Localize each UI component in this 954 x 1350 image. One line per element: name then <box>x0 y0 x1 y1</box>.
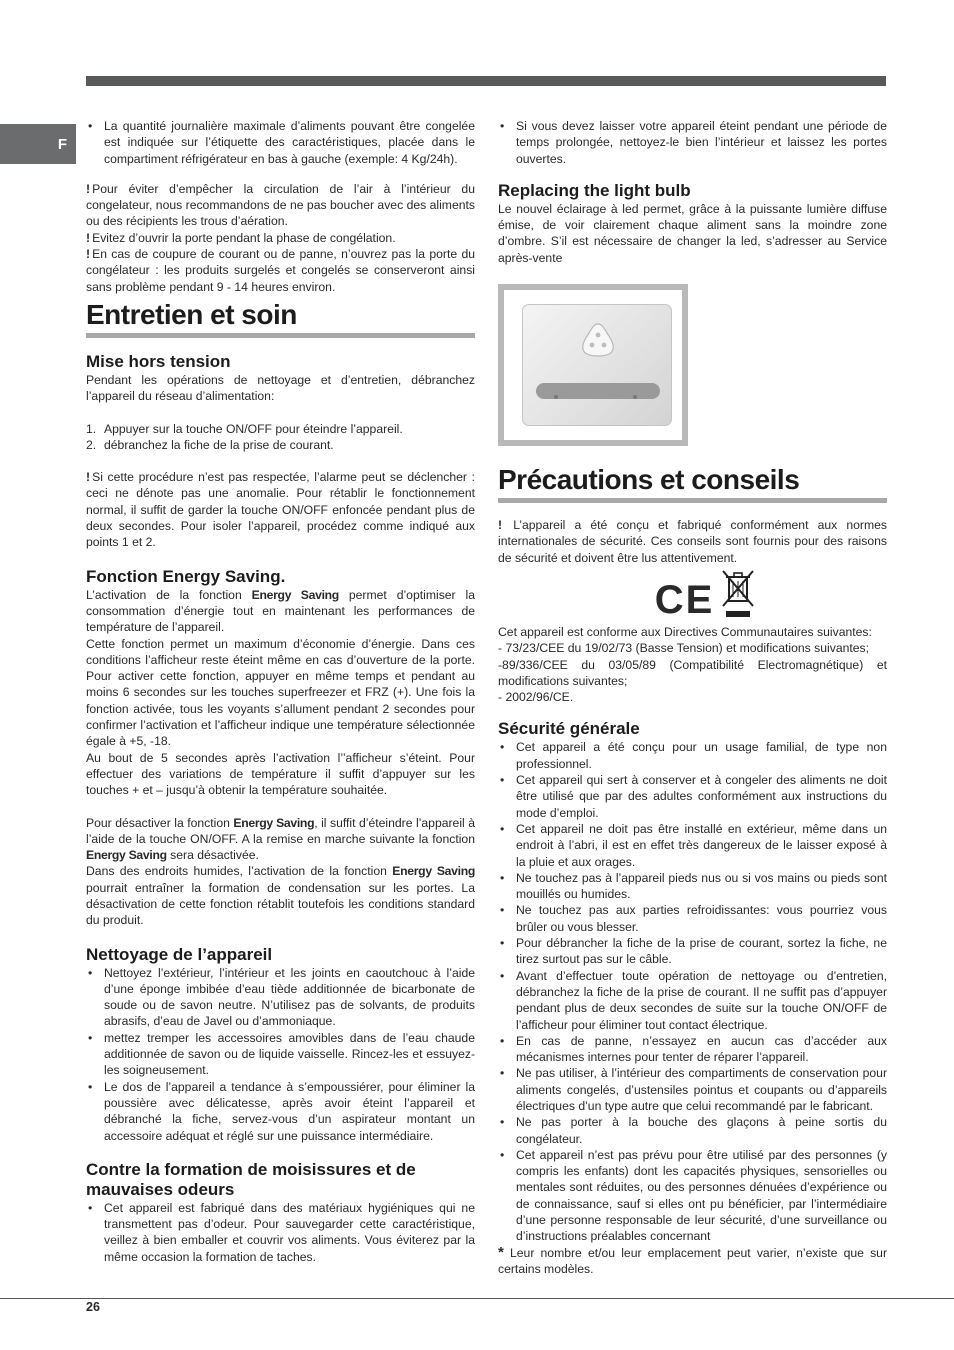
heading-energy-saving: Fonction Energy Saving. <box>86 566 286 586</box>
heading-mise-hors-tension: Mise hors tension <box>86 351 231 371</box>
heading-nettoyage: Nettoyage de l’appareil <box>86 944 273 964</box>
left-column <box>86 118 475 1265</box>
list-item: • Nettoyez l’extérieur, l’intérieur et les joints en caoutchouc à l’aide d’une éponge imbibée d’eau tiède additionnée de bicarbonate de soude ou de savon neutre. N’utilisez pas de solvants, de produits abrasifs, d’eau de Javel ou d’ammoniaque. <box>88 965 475 1029</box>
warning-power-cut: ! En cas de coupure de courant ou de panne, n’ouvrez pas la porte du congélateur : les produits surgelés et congelés se conserveront ainsi sans problème pendant 9 - 14 heures environ. <box>86 247 475 294</box>
mise-intro: Pendant les opérations de nettoyage et d’entretien, débranchez l’appareil du réseau d’alimentation: <box>86 372 475 404</box>
list-item: • Cet appareil ne doit pas être installé en extérieur, même dans un endroit à l’abri, il est en effet très dangereux de le laisser exposé à la pluie et aux orages. <box>500 821 887 869</box>
list-item: • Cet appareil a été conçu pour un usage familial, de type non professionnel. <box>500 740 887 771</box>
step-item: 1. Appuyer sur la touche ON/OFF pour éteindre l’appareil. <box>86 421 403 436</box>
section-title-precautions: Précautions et conseils <box>498 464 800 496</box>
list-item: • Ne touchez pas à l’appareil pieds nus ou si vos mains ou pieds sont mouillés ou humides. <box>500 870 887 902</box>
list-item: • Ne pas porter à la bouche des glaçons à peine sortis du congélateur. <box>500 1115 887 1146</box>
compliance-marks <box>498 566 887 622</box>
footnote: * Leur nombre et/ou leur emplacement peut varier, n’existe que sur certains modèles. <box>498 1243 887 1276</box>
list-item: • Cet appareil est fabriqué dans des matériaux hygiéniques qui ne transmettent pas d’odeur. Pour sauvegarder cette caractéristique, veillez à bien emballer et couvrir vos aliments. Vous éviterez par la même occasion la formation de taches. <box>88 1200 475 1264</box>
warning-door: ! Evitez d’ouvrir la porte pendant la phase de congélation. <box>86 230 396 245</box>
top-rule <box>86 76 886 86</box>
energy-p4: Pour désactiver la fonction Energy Saving, il suffit d’éteindre l’appareil à l’aide de la touche ON/OFF. A la remise en marche suivante la fonction Energy Saving sera désactivée. <box>86 815 476 863</box>
energy-p5: Dans des endroits humides, l’activation de la fonction Energy Saving pourrait entraîner la formation de condensation sur les portes. La désactivation de cette fonction rétablit toutefois les conditions standard du produit. <box>86 864 476 928</box>
directive-line: - 2002/96/CE. <box>498 690 574 705</box>
lamp-panel <box>522 304 672 426</box>
weee-bin-icon <box>720 568 756 618</box>
light-bulb-text: Le nouvel éclairage à led permet, grâce à la puissante lumière diffuse émise, de voir clairement chaque aliment sans la moindre zone d’ombre. S’il est nécessaire de changer la led, s’adresser au Service après-vente <box>498 201 887 265</box>
language-tab-label: F <box>57 135 67 153</box>
list-item: • La quantité journalière maximale d’aliments pouvant être congelée est indiquée sur l’étiquette des caractéristiques, placée dans le compartiment réfrigérateur en bas à gauche (exemple: 4 Kg/24h). <box>88 119 475 166</box>
footer-rule <box>0 1298 954 1299</box>
nettoyage-list <box>86 965 475 1144</box>
directive-line: Cet appareil est conforme aux Directives Communautaires suivantes: <box>498 624 872 639</box>
directive-line: -89/336/CEE du 03/05/89 (Compatibilité Electromagnétique) et modifications suivantes; <box>498 657 887 688</box>
led-lamp-figure <box>498 284 688 446</box>
energy-p1: L’activation de la fonction Energy Saving permet d’optimiser la consommation d’énergie tout en maintenant les performances de température de l’appareil. <box>86 587 476 635</box>
directive-line: - 73/23/CEE du 19/02/73 (Basse Tension) et modifications suivantes; <box>498 641 870 656</box>
right-column <box>498 118 887 1277</box>
warning-airflow: ! Pour éviter d’empêcher la circulation de l’air à l’intérieur du congelateur, nous recommandons de ne pas boucher avec des aliments ou des récipients les trous d’aération. <box>86 181 475 229</box>
list-item: • En cas de panne, n’essayez en aucun cas d’accéder aux mécanismes internes pour tenter de réparer l’appareil. <box>500 1033 887 1065</box>
list-item: • Cet appareil qui sert à conserver et à congeler des aliments ne doit être utilisé que par des adultes conformément aux instructions du mode d’emploi. <box>500 773 887 820</box>
energy-p2: Cette fonction permet un maximum d’économie d’énergie. Dans ces conditions l’afficheur reste éteint même en cas d’ouverture de la porte. Pour activer cette fonction, appuyer en même temps et pendant au moins 6 secondes sur les touches superfreezer et FRZ (+). Une fois la fonction activée, tous les voyants s’allument pendant 2 secondes pour confirmer l’activation et l’afficheur indique une température sélectionnée égale à +5, -18. <box>86 636 475 749</box>
ce-mark-icon: CE <box>654 577 715 622</box>
footnote-asterisk: * <box>498 1243 504 1261</box>
list-item: • mettez tremper les accessoires amovibles dans de l’eau chaude additionnée de savon ou de liquide vaisselle. Rincez-les et essuyez-les soigneusement. <box>88 1030 475 1078</box>
heading-moisissures: Contre la formation de moisissures et de mauvaises odeurs <box>86 1159 416 1199</box>
list-item: • Le dos de l’appareil a tendance à s’empoussiérer, pour éliminer la poussière avec délicatesse, après avoir éteint l’appareil et débranché la fiche, servez-vous d’un aspirateur montant un accessoire adéquat et réglé sur une puissance intermédiaire. <box>88 1079 475 1143</box>
precautions-intro: ! L’appareil a été conçu et fabriqué conformément aux normes internationales de sécurité. Ces conseils sont fournis pour des raisons de sécurité et doivent être lus attentivement. <box>498 518 887 565</box>
list-item: • Pour débrancher la fiche de la prise de courant, sortez la fiche, ne tirez surtout pas sur le câble. <box>500 936 887 967</box>
list-item: • Si vous devez laisser votre appareil éteint pendant une période de temps prolongée, nettoyez-le bien l’intérieur et laissez les portes ouvertes. <box>500 119 887 166</box>
securite-list <box>498 739 887 1244</box>
list-item: • Cet appareil n’est pas prévu pour être utilisé par des personnes (y compris les enfants) dont les capacités physiques, sensorielles ou mentales sont réduites, ou des personnes dénuées d’expérience ou de connaissance, sauf si elles ont pu bénéficier, par l’intermédiaire d’une personne responsable de leur sécurité, d’une surveillance ou d’instructions préalables concernant <box>500 1147 887 1244</box>
energy-p3: Au bout de 5 secondes après l’activation l’’afficheur s’éteint. Pour effectuer des variations de température il suffit d’appuyer sur les touches + et – jusqu’à obtenir la température souhaitée. <box>86 750 475 798</box>
page-number: 26 <box>86 1300 100 1314</box>
intro-list <box>86 118 475 167</box>
lamp-knob-icon <box>580 322 616 358</box>
list-item: • Ne pas utiliser, à l’intérieur des compartiments de conservation pour aliments congelés, d’ustensiles pointus et coupants ou d’appareils électriques d’un type autre que celui recommandé par le fabricant. <box>500 1066 887 1113</box>
mise-steps <box>86 421 475 454</box>
list-item: • Ne touchez pas aux parties refroidissantes: vous pourriez vous brûler ou vous blesser. <box>500 903 887 934</box>
mise-warning: ! Si cette procédure n’est pas respectée, l’alarme peut se déclencher : ceci ne dénote pas une anomalie. Pour rétablir le fonctionnement normal, il suffit de garder la touche ON/OFF enfoncée pendant plus de deux secondes. Pour isoler l’appareil, procédez comme indiqué aux points 1 et 2. <box>86 470 475 550</box>
right-intro-list <box>498 118 887 167</box>
language-tab <box>0 124 76 164</box>
moisissures-list <box>86 1200 475 1265</box>
step-item: 2. débranchez la fiche de la prise de courant. <box>86 437 334 452</box>
section-title-entretien: Entretien et soin <box>86 298 297 330</box>
list-item: • Avant d’effectuer toute opération de nettoyage ou d’entretien, débranchez la fiche de la prise de courant. Il ne suffit pas d’appuyer pendant plus de deux secondes de suite sur la touche ON/OFF de l’afficheur pour éliminer tout contact électrique. <box>500 968 887 1032</box>
heading-securite: Sécurité générale <box>498 719 640 739</box>
heading-light-bulb: Replacing the light bulb <box>498 180 691 200</box>
